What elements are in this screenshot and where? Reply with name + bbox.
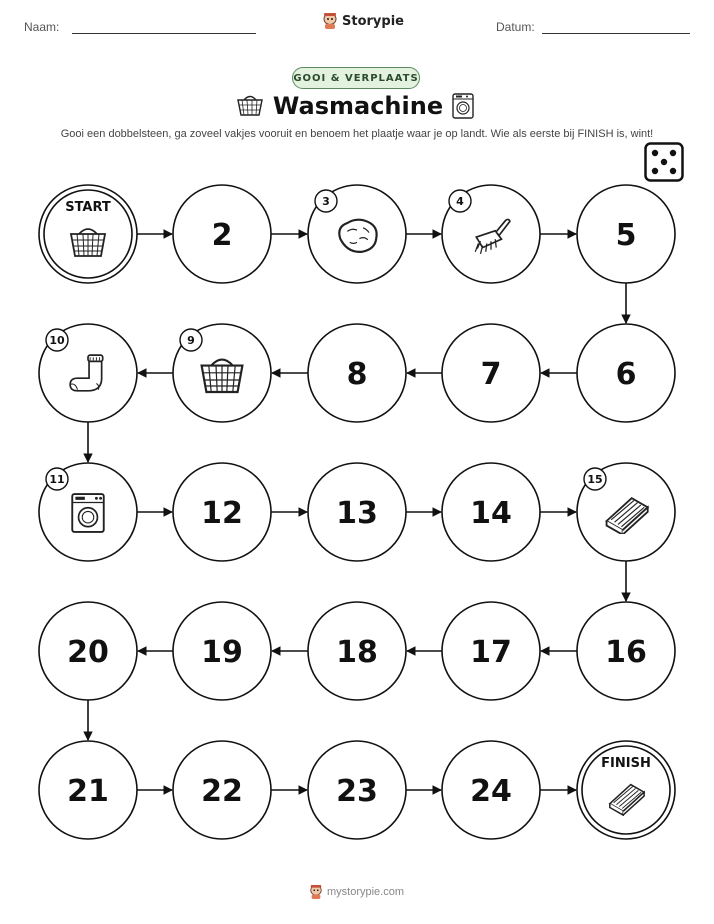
cell-number: 13 — [336, 496, 378, 531]
board-cell[interactable] — [577, 185, 675, 283]
board-cell[interactable] — [173, 463, 271, 561]
cell-number: 19 — [201, 635, 243, 670]
board-cell[interactable] — [173, 602, 271, 700]
cell-number: 18 — [336, 635, 378, 670]
cell-number-badge: 4 — [456, 195, 464, 208]
cell-number: 5 — [615, 218, 637, 253]
cell-title: FINISH — [601, 756, 651, 771]
cell-number: 20 — [67, 635, 109, 670]
cell-number: 7 — [480, 357, 502, 392]
cell-number: 17 — [470, 635, 512, 670]
board-cell[interactable] — [442, 185, 540, 283]
cell-number-badge: 15 — [587, 473, 603, 486]
board-cell[interactable] — [308, 741, 406, 839]
board-cell[interactable] — [308, 185, 406, 283]
board-cell[interactable] — [173, 324, 271, 422]
stone-icon — [339, 220, 376, 252]
board-cell[interactable] — [442, 463, 540, 561]
cell-start[interactable] — [39, 185, 137, 283]
cell-number-badge: 11 — [49, 473, 65, 486]
cell-number: 23 — [336, 774, 378, 809]
cell-number: 6 — [615, 357, 637, 392]
cell-finish[interactable] — [577, 741, 675, 839]
cell-number-badge: 3 — [322, 195, 330, 208]
brand-name: Storypie — [342, 13, 404, 29]
game-type-badge: GOOI & VERPLAATS — [292, 67, 420, 89]
board-cells — [39, 185, 675, 839]
board-cell[interactable] — [173, 185, 271, 283]
board-cell[interactable] — [39, 741, 137, 839]
cell-number: 2 — [211, 218, 233, 253]
cell-number: 16 — [605, 635, 647, 670]
cell-number: 24 — [470, 774, 512, 809]
cell-number: 8 — [346, 357, 368, 392]
cell-number: 22 — [201, 774, 243, 809]
instructions: Gooi een dobbelsteen, ga zoveel vakjes vooruit en benoem het plaatje waar je op landt. Wie als eerste bij FINISH is, wint! — [60, 128, 654, 140]
footer-url[interactable]: mystorypie.com — [327, 886, 405, 898]
board-cell[interactable] — [577, 324, 675, 422]
cell-title: START — [65, 200, 111, 215]
washing-machine-icon — [72, 494, 104, 532]
name-label: Naam: — [24, 20, 60, 34]
cell-number: 14 — [470, 496, 512, 531]
cell-number: 12 — [201, 496, 243, 531]
board-cell[interactable] — [39, 324, 137, 422]
board-cell[interactable] — [442, 741, 540, 839]
board-cell[interactable] — [442, 324, 540, 422]
board-cell[interactable] — [308, 463, 406, 561]
board-cell[interactable] — [577, 463, 675, 561]
board-cell[interactable] — [39, 463, 137, 561]
date-label: Datum: — [496, 20, 535, 34]
board-cell[interactable] — [308, 324, 406, 422]
cell-number: 21 — [67, 774, 109, 809]
board-cell[interactable] — [173, 741, 271, 839]
footer — [309, 884, 404, 900]
board-cell[interactable] — [442, 602, 540, 700]
board-cell[interactable] — [577, 602, 675, 700]
storypie-mascot-icon — [309, 884, 323, 900]
cell-number-badge: 10 — [49, 334, 65, 347]
page-title: Wasmachine — [272, 92, 444, 120]
board-cell[interactable] — [39, 602, 137, 700]
board-cell[interactable] — [308, 602, 406, 700]
cell-number-badge: 9 — [187, 334, 195, 347]
